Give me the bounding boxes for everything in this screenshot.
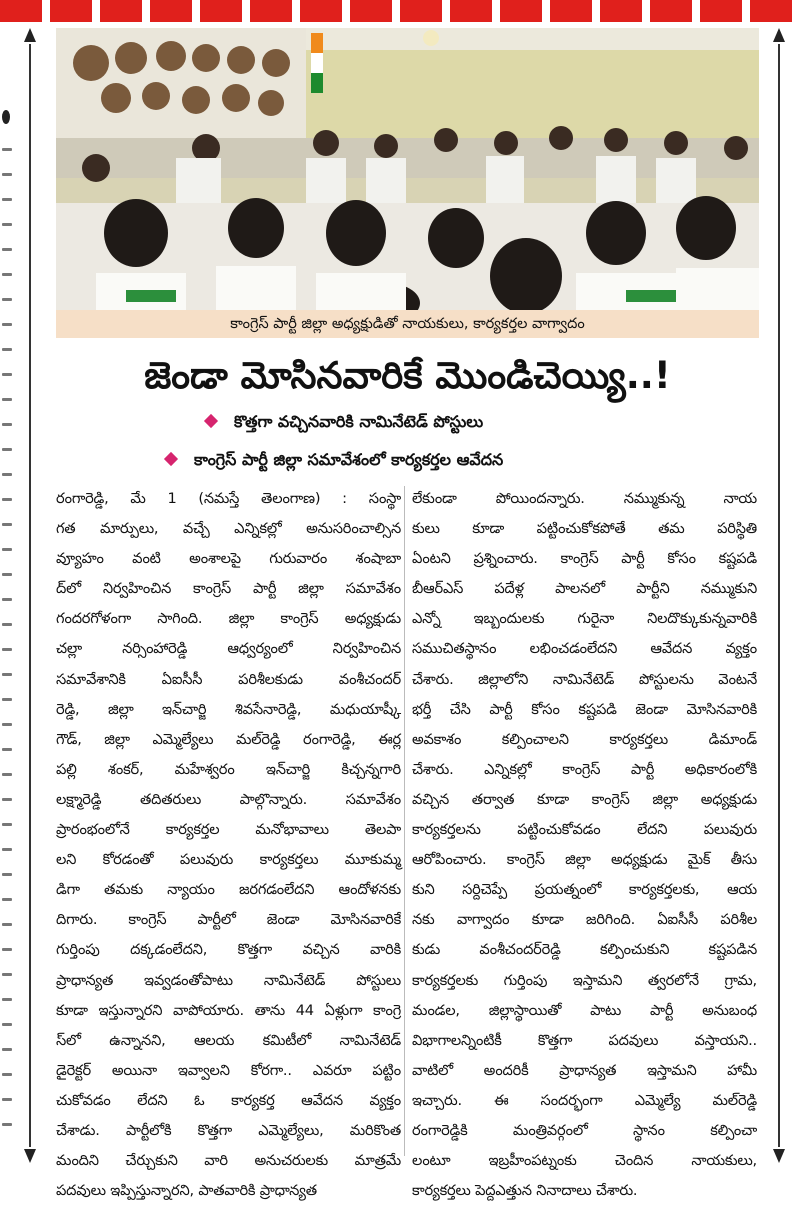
article-text-line: వాటిలో అందరికీ ప్రాధాన్యత ఇస్తామని హామీ xyxy=(412,1061,757,1079)
top-color-strip xyxy=(0,0,800,22)
article-text-line: స్‌లో ఉన్నానని, ఆలయ కమిటీలో నామినేటెడ్‌ xyxy=(56,1031,401,1049)
article-text-line: గుర్తింపు దక్కడంలేదని, కొత్తగా వచ్చిన వారికి xyxy=(56,941,401,959)
article-text-line: వ్యూహం వంటి అంశాలపై గురువారం శంషాబా xyxy=(56,550,401,568)
article-text-line: కుడు వంశీచందర్‌రెడ్డి కల్పించుకుని కష్టపడిన xyxy=(412,941,757,959)
subheading-text: కాంగ్రెస్‌ పార్టీ జిల్లా సమావేశంలో కార్యకర్తల ఆవేదన xyxy=(194,450,504,469)
subheading-text: కొత్తగా వచ్చినవారికి నామినేటెడ్‌ పోస్టులు xyxy=(234,412,484,431)
article-text-line: అవకాశం కల్పించాలని కార్యకర్తలు డిమాండ్‌ xyxy=(412,730,757,748)
article-text-line: కుని సర్దిచెప్పే ప్రయత్నంలో కార్యకర్తలకు, ఆయ xyxy=(412,881,757,899)
scroll-down-arrow-icon[interactable] xyxy=(773,1149,785,1163)
article-text-line: లేకుండా పోయిందన్నారు. నమ్ముకున్న నాయ xyxy=(412,490,757,507)
article-text-line: ఎన్నో ఇబ్బందులకు గురైనా నిలదొక్కుకున్నవారికి xyxy=(412,610,757,628)
left-scroll-bar[interactable] xyxy=(22,28,38,1163)
article-text-line: రంగారెడ్డికి మంత్రివర్గంలో స్థానం కల్పించా xyxy=(412,1121,757,1139)
scroll-up-arrow-icon[interactable] xyxy=(24,28,36,42)
article-text-line: డైరెక్టర్‌ అయినా ఇవ్వాలని కోరగా.. ఎవరూ పట్టిం xyxy=(56,1061,401,1079)
article-text-line: కార్యకర్తలు పెద్దఎత్తున నినాదాలు చేశారు. xyxy=(412,1182,638,1200)
meeting-crowd-illustration xyxy=(56,28,759,310)
article-text-line: మండల, జిల్లాస్థాయితో పాటు పార్టీ అనుబంధ xyxy=(412,1001,757,1019)
diamond-bullet-icon xyxy=(164,451,178,465)
article-text-line: లక్ష్మారెడ్డి తదితరులు పాల్గొన్నారు. సమావేశం xyxy=(56,790,401,808)
article-text-line: డిగా తమకు న్యాయం జరగడంలేదని ఆందోళనకు xyxy=(56,881,401,899)
article-text-line: ఆరోపించారు. కాంగ్రెస్‌ జిల్లా అధ్యక్షుడు మైక్‌ తీసు xyxy=(412,851,757,869)
right-scroll-bar[interactable] xyxy=(771,28,787,1163)
meeting-photo xyxy=(56,28,759,310)
article-text-line: ప్రారంభంలోనే కార్యకర్తల మనోభావాలు తెలపా xyxy=(56,821,401,839)
article-text-line: చేశారు. జిల్లాలోని నామినేటెడ్‌ పోస్టులను వెంటనే xyxy=(412,670,757,688)
article-text-line: ప్రాధాన్యత ఇవ్వడంతోపాటు నామినేటెడ్‌ పోస్టులు xyxy=(56,971,401,989)
article-headline: జెండా మోసినవారికే మొండిచెయ్యి..! xyxy=(144,354,671,397)
article-column-left xyxy=(56,484,401,1200)
article-text-line: చుకోవడం లేదని ఓ కార్యకర్త ఆవేదన వ్యక్తం xyxy=(56,1091,401,1109)
article-column-right xyxy=(412,484,757,1200)
article-text-line: ఇచ్చారు. ఈ సందర్భంగా ఎమ్మెల్యే మల్‌రెడ్డి xyxy=(412,1091,757,1109)
diamond-bullet-icon xyxy=(204,413,218,427)
adjacent-article-edge xyxy=(0,110,14,1130)
article-text-line: రంగారెడ్డి, మే 1 (నమస్తే తెలంగాణ) : సంస్థా xyxy=(56,490,401,507)
article-text-line: ఏంటని ప్రశ్నించారు. కాంగ్రెస్‌ పార్టీ కోసం కష్టపడి xyxy=(412,550,757,568)
photo-caption: కాంగ్రెస్‌ పార్టీ జిల్లా అధ్యక్షుడితో నాయకులు, కార్యకర్తల వాగ్వాదం xyxy=(56,310,759,338)
article-text-line: విభాగాలన్నింటికీ కొత్తగా పదవులు వస్తాయని.. xyxy=(412,1031,757,1049)
article-text-line: రెడ్డి, జిల్లా ఇన్‌చార్జి శివసేనారెడ్డి, మధుయాష్కీ xyxy=(56,700,401,718)
article-text-line: నకు వాగ్వాదం కూడా జరిగింది. ఏఐసీసీ పరిశీల xyxy=(412,911,757,929)
article-text-line: సముచితస్థానం లభించడంలేదని ఆవేదన వ్యక్తం xyxy=(412,640,757,658)
article-text-line: గత మార్పులు, వచ్చే ఎన్నికల్లో అనుసరించాల్సిన xyxy=(56,520,401,538)
article-text-line: కార్యకర్తలకు గుర్తింపు ఇస్తామని త్వరలోనే గ్రామ, xyxy=(412,971,757,989)
scroll-track[interactable] xyxy=(29,44,31,1147)
article-text-line: లంటూ ఇబ్రహీంపట్నంకు చెందిన నాయకులు, xyxy=(412,1152,757,1170)
scroll-down-arrow-icon[interactable] xyxy=(24,1149,36,1163)
article-text-line: పల్లి శంకర్‌, మహేశ్వరం ఇన్‌చార్జి కిచ్చన్నగారి xyxy=(56,760,401,778)
article-text-line: గందరగోళంగా సాగింది. జిల్లా కాంగ్రెస్‌ అధ్యక్షుడు xyxy=(56,610,401,628)
article-text-line: చేశారు. ఎన్నికల్లో కాంగ్రెస్‌ పార్టీ అధికారంలోకి xyxy=(412,760,757,778)
article-text-line: చేశాడు. పార్టీలోకి కొత్తగా ఎమ్మెల్యేలు, మరికొంత xyxy=(56,1121,401,1139)
article-text-line: దిగారు. కాంగ్రెస్‌ పార్టీలో జెండా మోసినవారికే xyxy=(56,911,401,929)
article-text-line: కార్యకర్తలను పట్టించుకోవడం లేదని పలువురు xyxy=(412,821,757,839)
article-text-line: గౌడ్‌, జిల్లా ఎమ్మెల్యేలు మల్‌రెడ్డి రంగారెడ్డి, ఈర్ల xyxy=(56,730,401,748)
article-text-line: భర్తీ చేసి పార్టీ కోసం కష్టపడి జెండా మోసినవారికి xyxy=(412,700,757,718)
article-text-line: ద్‌లో నిర్వహించిన కాంగ్రెస్‌ పార్టీ జిల్లా సమావేశం xyxy=(56,580,401,598)
article-text-line: పదవులు ఇప్పిస్తున్నారని, పాతవారికి ప్రాధాన్యత xyxy=(56,1182,317,1200)
article-text-line: బీఆర్‌ఎస్‌ పదేళ్ల పాలనలో పార్టీని నమ్ముకుని xyxy=(412,580,757,598)
article-text-line: వచ్చిన తర్వాత కూడా కాంగ్రెస్‌ జిల్లా అధ్యక్షుడు xyxy=(412,790,757,808)
subheading-2 xyxy=(166,443,503,477)
article-text-line: కులు కూడా పట్టించుకోకపోతే తమ పరిస్థితి xyxy=(412,520,757,538)
scroll-up-arrow-icon[interactable] xyxy=(773,28,785,42)
scroll-track[interactable] xyxy=(778,44,780,1147)
article-text-line: చల్లా నర్సింహారెడ్డి ఆధ్వర్యంలో నిర్వహించిన xyxy=(56,640,401,658)
article-text-line: కూడా ఇస్తున్నారని వాపోయారు. తాను 44 ఏళ్లుగా కాంగ్రె xyxy=(56,1001,401,1019)
subheading-1 xyxy=(206,405,483,439)
article-text-line: మందిని చేర్చుకుని వారి అనుచరులకు మాత్రమే xyxy=(56,1152,401,1170)
article-text-line: సమావేశానికి ఏఐసీసీ పరిశీలకుడు వంశీచందర్‌ xyxy=(56,670,401,688)
article-text-line: లని కోరడంతో పలువురు కార్యకర్తలు మూకుమ్మ xyxy=(56,851,401,869)
column-divider xyxy=(404,486,405,1156)
